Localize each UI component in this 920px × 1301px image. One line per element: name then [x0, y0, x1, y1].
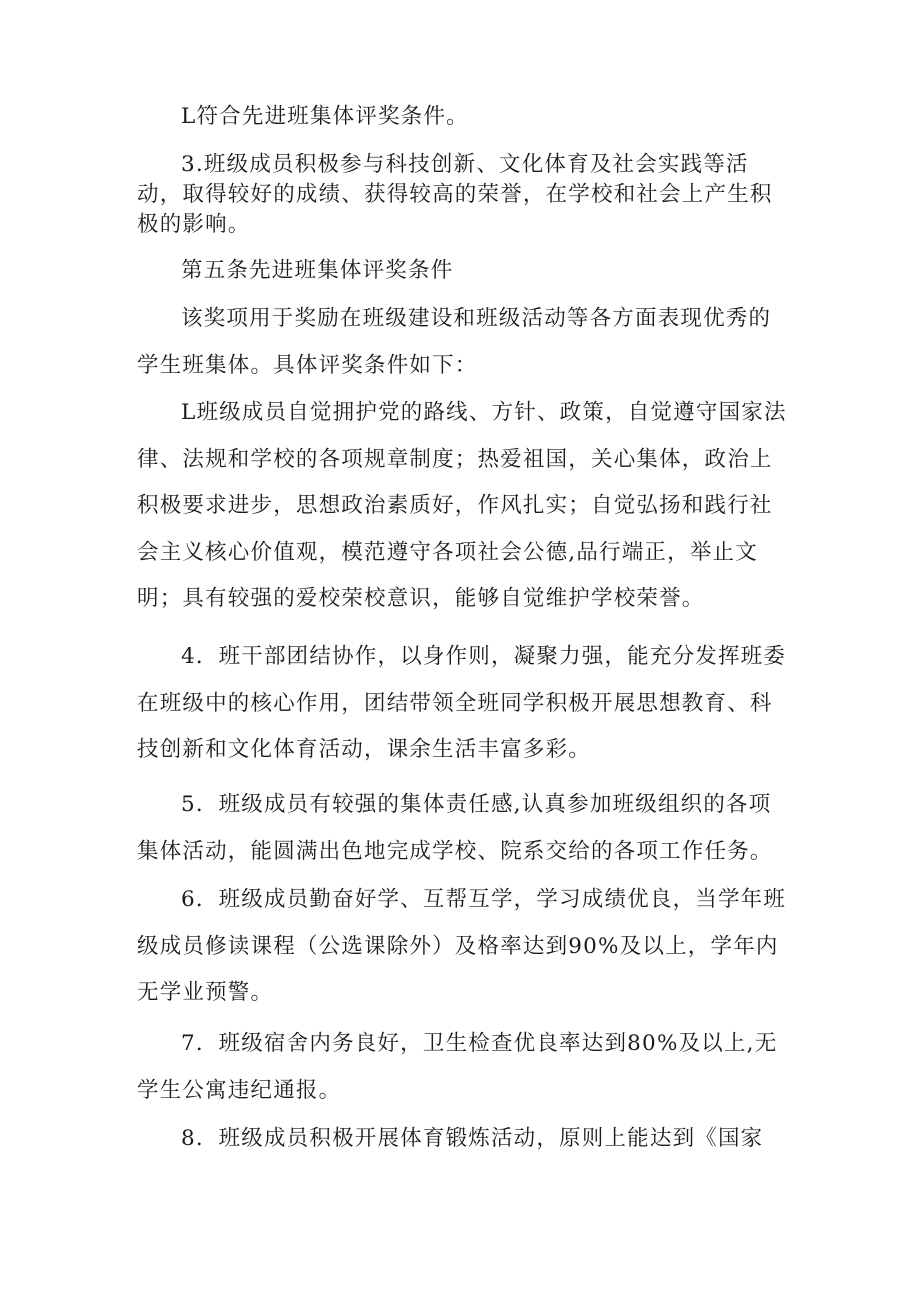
- paragraph-7: 6．班级成员勤奋好学、互帮互学，学习成绩优良，当学年班级成员修读课程（公选课除外）及格率达到90%及以上，学年内无学业预警。: [137, 887, 787, 1005]
- paragraph-9: 8．班级成员积极开展体育锻炼活动，原则上能达到《国家: [181, 1126, 764, 1151]
- paragraph-6: 5．班级成员有较强的集体责任感,认真参加班级组织的各项集体活动，能圆满出色地完成学校、院系交给的各项工作任务。: [137, 792, 773, 864]
- paragraph-8: 7．班级宿舍内务良好，卫生检查优良率达到80%及以上,无学生公寓违纪通报。: [137, 1031, 778, 1103]
- paragraph-4: L班级成员自觉拥护党的路线、方针、政策，自觉遵守国家法律、法规和学校的各项规章制度；热爱祖国，关心集体，政治上积极要求进步，思想政治素质好，作风扎实；自觉弘扬和践行社会主义核心价值观，模范遵守各项社会公德,品行端正，举止文明；具有较强的爱校荣校意识，能够自觉维护学校荣誉。: [137, 400, 787, 611]
- section-heading: 第五条先进班集体评奖条件: [181, 258, 454, 283]
- paragraph-3: 该奖项用于奖励在班级建设和班级活动等各方面表现优秀的学生班集体。具体评奖条件如下：: [137, 306, 772, 378]
- paragraph-1: L符合先进班集体评奖条件。: [181, 104, 469, 129]
- paragraph-2: 3.班级成员积极参与科技创新、文化体育及社会实践等活动，取得较好的成绩、获得较高的荣誉，在学校和社会上产生积极的影响。: [137, 152, 773, 237]
- paragraph-5: 4．班干部团结协作，以身作则，凝聚力强，能充分发挥班委在班级中的核心作用，团结带领全班同学积极开展思想教育、科技创新和文化体育活动，课余生活丰富多彩。: [137, 644, 787, 762]
